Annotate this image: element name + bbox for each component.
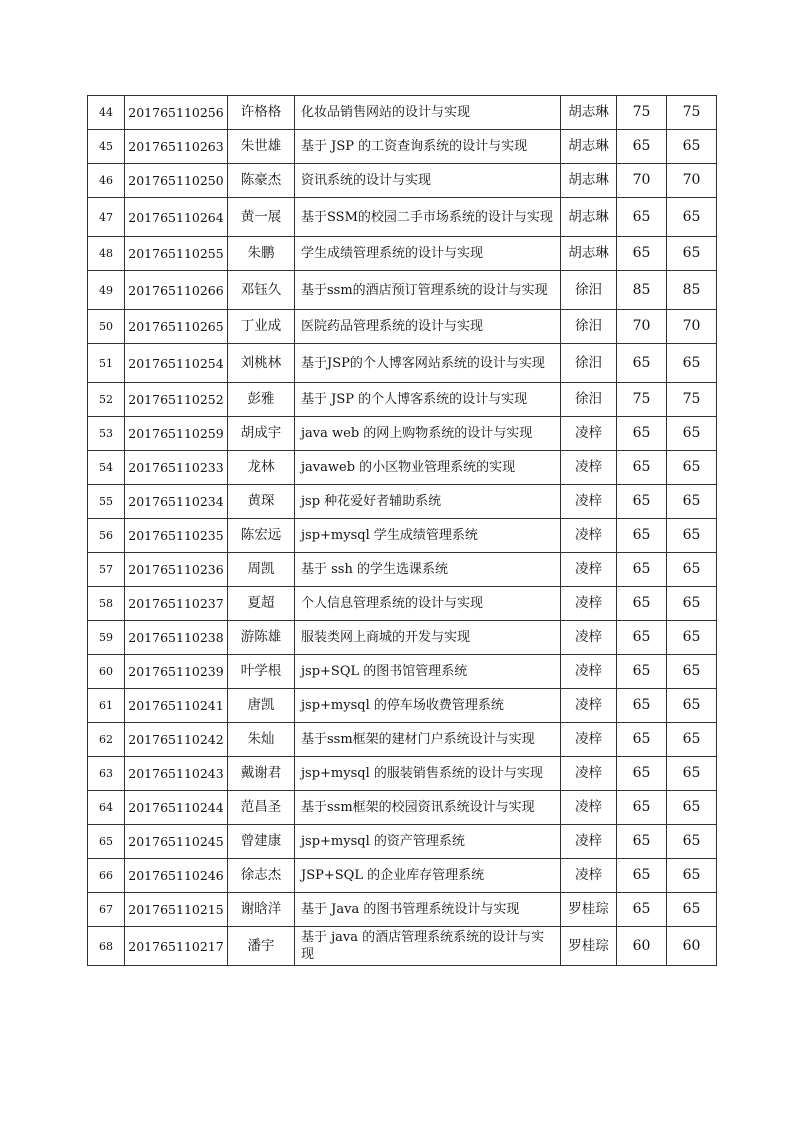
score-2: 70 bbox=[667, 164, 717, 198]
score-2: 65 bbox=[667, 655, 717, 689]
student-id: 201765110266 bbox=[125, 271, 228, 310]
table-row bbox=[88, 927, 717, 966]
student-name: 黄一展 bbox=[228, 198, 295, 237]
row-number: 61 bbox=[88, 689, 125, 723]
student-name: 丁业成 bbox=[228, 310, 295, 344]
table-row bbox=[88, 451, 717, 485]
thesis-title: 基于 JSP 的个人博客系统的设计与实现 bbox=[295, 383, 561, 417]
score-2: 65 bbox=[667, 198, 717, 237]
student-name: 邓钰久 bbox=[228, 271, 295, 310]
student-name: 夏超 bbox=[228, 587, 295, 621]
advisor-name: 罗桂琮 bbox=[561, 927, 617, 966]
student-id: 201765110259 bbox=[125, 417, 228, 451]
thesis-title: 基于 java 的酒店管理系统系统的设计与实现 bbox=[295, 927, 561, 966]
score-1: 65 bbox=[617, 130, 667, 164]
student-id: 201765110236 bbox=[125, 553, 228, 587]
student-name: 唐凯 bbox=[228, 689, 295, 723]
score-1: 65 bbox=[617, 859, 667, 893]
student-name: 谢晗洋 bbox=[228, 893, 295, 927]
thesis-title: 基于 ssh 的学生选课系统 bbox=[295, 553, 561, 587]
row-number: 56 bbox=[88, 519, 125, 553]
student-id: 201765110255 bbox=[125, 237, 228, 271]
table-row bbox=[88, 825, 717, 859]
table-row bbox=[88, 96, 717, 130]
student-id: 201765110234 bbox=[125, 485, 228, 519]
score-1: 70 bbox=[617, 310, 667, 344]
row-number: 46 bbox=[88, 164, 125, 198]
advisor-name: 凌梓 bbox=[561, 519, 617, 553]
table-row bbox=[88, 791, 717, 825]
thesis-title: 个人信息管理系统的设计与实现 bbox=[295, 587, 561, 621]
row-number: 68 bbox=[88, 927, 125, 966]
student-id: 201765110215 bbox=[125, 893, 228, 927]
row-number: 65 bbox=[88, 825, 125, 859]
student-id: 201765110235 bbox=[125, 519, 228, 553]
score-1: 75 bbox=[617, 383, 667, 417]
thesis-title: jsp 种花爱好者辅助系统 bbox=[295, 485, 561, 519]
table-row bbox=[88, 344, 717, 383]
advisor-name: 胡志琳 bbox=[561, 237, 617, 271]
advisor-name: 罗桂琮 bbox=[561, 893, 617, 927]
thesis-title: 基于ssm框架的建材门户系统设计与实现 bbox=[295, 723, 561, 757]
table-row bbox=[88, 130, 717, 164]
row-number: 47 bbox=[88, 198, 125, 237]
score-2: 75 bbox=[667, 96, 717, 130]
student-id: 201765110239 bbox=[125, 655, 228, 689]
score-2: 85 bbox=[667, 271, 717, 310]
table-row bbox=[88, 164, 717, 198]
row-number: 58 bbox=[88, 587, 125, 621]
score-2: 65 bbox=[667, 344, 717, 383]
student-name: 徐志杰 bbox=[228, 859, 295, 893]
advisor-name: 凌梓 bbox=[561, 485, 617, 519]
table-row bbox=[88, 587, 717, 621]
table-row bbox=[88, 198, 717, 237]
row-number: 48 bbox=[88, 237, 125, 271]
score-2: 65 bbox=[667, 130, 717, 164]
thesis-title: JSP+SQL 的企业库存管理系统 bbox=[295, 859, 561, 893]
student-name: 黄琛 bbox=[228, 485, 295, 519]
table-row bbox=[88, 893, 717, 927]
row-number: 57 bbox=[88, 553, 125, 587]
student-id: 201765110241 bbox=[125, 689, 228, 723]
row-number: 67 bbox=[88, 893, 125, 927]
score-2: 65 bbox=[667, 825, 717, 859]
row-number: 64 bbox=[88, 791, 125, 825]
student-id: 201765110237 bbox=[125, 587, 228, 621]
score-2: 65 bbox=[667, 451, 717, 485]
student-id: 201765110245 bbox=[125, 825, 228, 859]
score-2: 65 bbox=[667, 791, 717, 825]
table-row bbox=[88, 859, 717, 893]
student-name: 游陈雄 bbox=[228, 621, 295, 655]
thesis-title: 基于SSM的校园二手市场系统的设计与实现 bbox=[295, 198, 561, 237]
advisor-name: 徐汨 bbox=[561, 383, 617, 417]
row-number: 62 bbox=[88, 723, 125, 757]
table-row bbox=[88, 655, 717, 689]
student-name: 范昌圣 bbox=[228, 791, 295, 825]
student-id: 201765110246 bbox=[125, 859, 228, 893]
thesis-title: java web 的网上购物系统的设计与实现 bbox=[295, 417, 561, 451]
thesis-title: 基于ssm框架的校园资讯系统设计与实现 bbox=[295, 791, 561, 825]
student-id: 201765110217 bbox=[125, 927, 228, 966]
thesis-title: 基于 Java 的图书管理系统设计与实现 bbox=[295, 893, 561, 927]
table-row bbox=[88, 271, 717, 310]
advisor-name: 凌梓 bbox=[561, 451, 617, 485]
table-row bbox=[88, 723, 717, 757]
score-1: 75 bbox=[617, 96, 667, 130]
table-row bbox=[88, 689, 717, 723]
student-name: 龙林 bbox=[228, 451, 295, 485]
score-1: 65 bbox=[617, 621, 667, 655]
score-1: 65 bbox=[617, 519, 667, 553]
grades-table-body bbox=[88, 96, 717, 966]
score-1: 65 bbox=[617, 893, 667, 927]
row-number: 44 bbox=[88, 96, 125, 130]
table-row bbox=[88, 485, 717, 519]
score-2: 65 bbox=[667, 893, 717, 927]
table-row bbox=[88, 519, 717, 553]
row-number: 60 bbox=[88, 655, 125, 689]
score-1: 65 bbox=[617, 198, 667, 237]
score-1: 65 bbox=[617, 553, 667, 587]
advisor-name: 凌梓 bbox=[561, 689, 617, 723]
score-2: 65 bbox=[667, 621, 717, 655]
student-name: 曾建康 bbox=[228, 825, 295, 859]
advisor-name: 凌梓 bbox=[561, 723, 617, 757]
student-id: 201765110242 bbox=[125, 723, 228, 757]
row-number: 53 bbox=[88, 417, 125, 451]
student-id: 201765110263 bbox=[125, 130, 228, 164]
table-row bbox=[88, 757, 717, 791]
table-row bbox=[88, 621, 717, 655]
thesis-title: jsp+mysql 的服装销售系统的设计与实现 bbox=[295, 757, 561, 791]
student-id: 201765110252 bbox=[125, 383, 228, 417]
student-name: 彭雅 bbox=[228, 383, 295, 417]
score-1: 65 bbox=[617, 237, 667, 271]
advisor-name: 凌梓 bbox=[561, 757, 617, 791]
row-number: 51 bbox=[88, 344, 125, 383]
score-2: 65 bbox=[667, 723, 717, 757]
thesis-title: javaweb 的小区物业管理系统的实现 bbox=[295, 451, 561, 485]
advisor-name: 胡志琳 bbox=[561, 164, 617, 198]
row-number: 54 bbox=[88, 451, 125, 485]
score-1: 65 bbox=[617, 344, 667, 383]
row-number: 55 bbox=[88, 485, 125, 519]
student-name: 陈宏远 bbox=[228, 519, 295, 553]
score-2: 65 bbox=[667, 553, 717, 587]
score-1: 65 bbox=[617, 587, 667, 621]
row-number: 63 bbox=[88, 757, 125, 791]
thesis-title: 化妆品销售网站的设计与实现 bbox=[295, 96, 561, 130]
student-id: 201765110243 bbox=[125, 757, 228, 791]
score-1: 65 bbox=[617, 825, 667, 859]
student-name: 朱鹏 bbox=[228, 237, 295, 271]
advisor-name: 凌梓 bbox=[561, 655, 617, 689]
advisor-name: 胡志琳 bbox=[561, 130, 617, 164]
student-id: 201765110250 bbox=[125, 164, 228, 198]
advisor-name: 徐汨 bbox=[561, 271, 617, 310]
student-name: 陈豪杰 bbox=[228, 164, 295, 198]
thesis-title: 基于 JSP 的工资查询系统的设计与实现 bbox=[295, 130, 561, 164]
student-id: 201765110264 bbox=[125, 198, 228, 237]
table-row bbox=[88, 383, 717, 417]
score-2: 65 bbox=[667, 757, 717, 791]
score-1: 70 bbox=[617, 164, 667, 198]
score-2: 75 bbox=[667, 383, 717, 417]
score-2: 65 bbox=[667, 237, 717, 271]
score-1: 65 bbox=[617, 485, 667, 519]
student-id: 201765110256 bbox=[125, 96, 228, 130]
score-2: 65 bbox=[667, 417, 717, 451]
table-row bbox=[88, 417, 717, 451]
thesis-title: jsp+mysql 学生成绩管理系统 bbox=[295, 519, 561, 553]
score-1: 85 bbox=[617, 271, 667, 310]
student-name: 朱世雄 bbox=[228, 130, 295, 164]
table-row bbox=[88, 237, 717, 271]
thesis-title: jsp+mysql 的资产管理系统 bbox=[295, 825, 561, 859]
student-id: 201765110265 bbox=[125, 310, 228, 344]
student-id: 201765110233 bbox=[125, 451, 228, 485]
score-1: 65 bbox=[617, 757, 667, 791]
row-number: 50 bbox=[88, 310, 125, 344]
advisor-name: 徐汨 bbox=[561, 344, 617, 383]
score-2: 65 bbox=[667, 859, 717, 893]
thesis-title: 医院药品管理系统的设计与实现 bbox=[295, 310, 561, 344]
advisor-name: 徐汨 bbox=[561, 310, 617, 344]
row-number: 45 bbox=[88, 130, 125, 164]
score-2: 70 bbox=[667, 310, 717, 344]
row-number: 66 bbox=[88, 859, 125, 893]
score-1: 65 bbox=[617, 655, 667, 689]
score-1: 65 bbox=[617, 417, 667, 451]
thesis-title: 服装类网上商城的开发与实现 bbox=[295, 621, 561, 655]
grades-table bbox=[87, 95, 717, 966]
advisor-name: 凌梓 bbox=[561, 417, 617, 451]
score-1: 65 bbox=[617, 451, 667, 485]
advisor-name: 胡志琳 bbox=[561, 96, 617, 130]
score-1: 65 bbox=[617, 723, 667, 757]
score-2: 65 bbox=[667, 587, 717, 621]
student-name: 许格格 bbox=[228, 96, 295, 130]
score-2: 65 bbox=[667, 689, 717, 723]
student-id: 201765110254 bbox=[125, 344, 228, 383]
table-row bbox=[88, 310, 717, 344]
thesis-title: jsp+SQL 的图书馆管理系统 bbox=[295, 655, 561, 689]
score-1: 60 bbox=[617, 927, 667, 966]
row-number: 52 bbox=[88, 383, 125, 417]
advisor-name: 凌梓 bbox=[561, 825, 617, 859]
score-1: 65 bbox=[617, 791, 667, 825]
row-number: 59 bbox=[88, 621, 125, 655]
student-name: 朱灿 bbox=[228, 723, 295, 757]
score-1: 65 bbox=[617, 689, 667, 723]
student-name: 潘宇 bbox=[228, 927, 295, 966]
score-2: 65 bbox=[667, 519, 717, 553]
row-number: 49 bbox=[88, 271, 125, 310]
thesis-title: 基于JSP的个人博客网站系统的设计与实现 bbox=[295, 344, 561, 383]
student-id: 201765110244 bbox=[125, 791, 228, 825]
document-page bbox=[87, 95, 716, 966]
student-name: 戴谢君 bbox=[228, 757, 295, 791]
student-name: 胡成宇 bbox=[228, 417, 295, 451]
thesis-title: jsp+mysql 的停车场收费管理系统 bbox=[295, 689, 561, 723]
score-2: 60 bbox=[667, 927, 717, 966]
score-2: 65 bbox=[667, 485, 717, 519]
student-id: 201765110238 bbox=[125, 621, 228, 655]
thesis-title: 学生成绩管理系统的设计与实现 bbox=[295, 237, 561, 271]
advisor-name: 凌梓 bbox=[561, 587, 617, 621]
student-name: 周凯 bbox=[228, 553, 295, 587]
advisor-name: 凌梓 bbox=[561, 621, 617, 655]
advisor-name: 凌梓 bbox=[561, 553, 617, 587]
thesis-title: 基于ssm的酒店预订管理系统的设计与实现 bbox=[295, 271, 561, 310]
advisor-name: 凌梓 bbox=[561, 791, 617, 825]
student-name: 叶学根 bbox=[228, 655, 295, 689]
table-row bbox=[88, 553, 717, 587]
student-name: 刘桃林 bbox=[228, 344, 295, 383]
advisor-name: 凌梓 bbox=[561, 859, 617, 893]
advisor-name: 胡志琳 bbox=[561, 198, 617, 237]
thesis-title: 资讯系统的设计与实现 bbox=[295, 164, 561, 198]
